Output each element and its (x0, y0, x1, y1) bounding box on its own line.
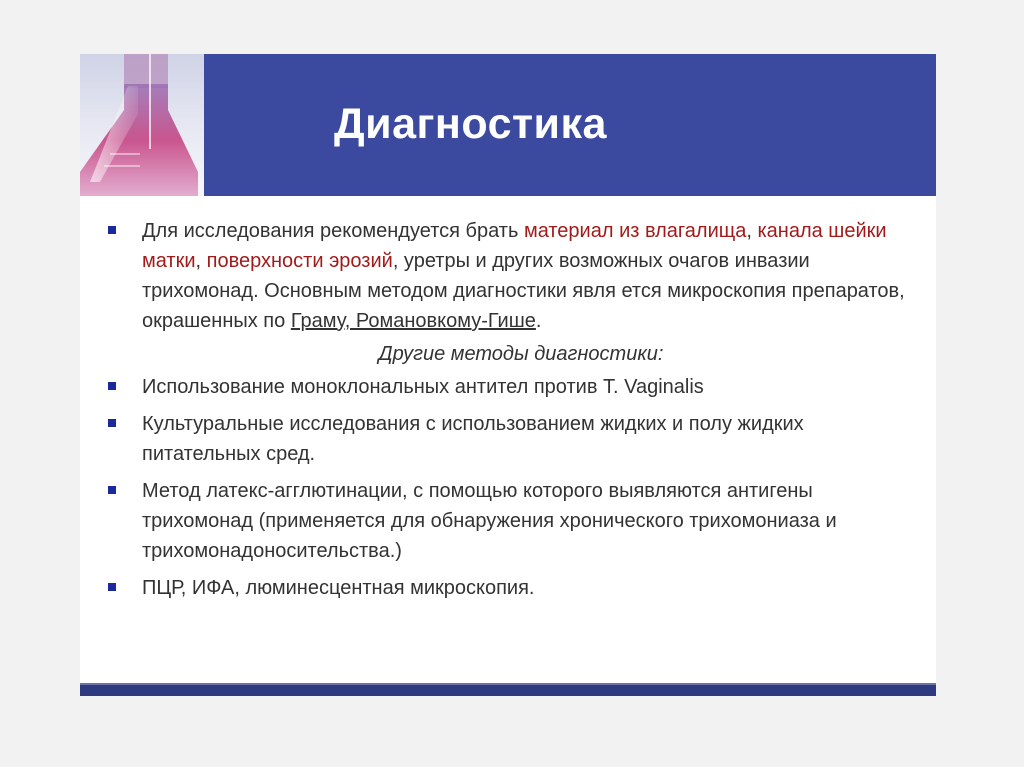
highlighted-text: материал из влагалища (523, 220, 747, 242)
flask-icon (80, 54, 204, 196)
highlighted-text: поверхности эрозий (206, 250, 393, 272)
text-run: , (746, 220, 758, 242)
list-item (106, 372, 916, 402)
list-item (106, 409, 916, 469)
item-text: ПЦР, ИФА, люминесцентная микроскопия. (142, 577, 535, 599)
slide-title: Диагностика (334, 100, 607, 148)
item-text: Метод латекс-агглютинации, с помощью которого выявляются антигены трихомонад (применяется для обнаружения хронического трихомониаза и трихомонадоносительства.) (142, 480, 837, 562)
item-text: Культуральные исследования с использованием жидких и полу жидких питательных сред. (142, 413, 804, 465)
list-item (106, 573, 916, 603)
square-bullet-icon (108, 583, 116, 591)
list-item (106, 216, 916, 336)
square-bullet-icon (108, 226, 116, 234)
square-bullet-icon (108, 419, 116, 427)
text-run: , уретры и других возможных очагов инвазии трихомонад. Основным методом диагностики явля ется микроскопия препаратов, окрашенных по (142, 250, 905, 332)
text-run: . (535, 310, 542, 332)
square-bullet-icon (108, 382, 116, 390)
footer-bar (80, 683, 936, 696)
underlined-text: Граму, Романовкому-Гише (290, 310, 536, 332)
slide-header (80, 54, 936, 196)
text-run: Для исследования рекомендуется брать (142, 220, 524, 242)
square-bullet-icon (108, 486, 116, 494)
item-text: Использование моноклональных антител против T. Vaginalis (142, 376, 704, 398)
slide-content (106, 216, 916, 610)
slide (80, 54, 936, 694)
subheading: Другие методы диагностики: (378, 343, 664, 365)
highlighted-text: канала шейки матки (142, 220, 887, 272)
text-run: , (195, 250, 207, 272)
item-text (142, 220, 905, 332)
list-item (106, 476, 916, 566)
